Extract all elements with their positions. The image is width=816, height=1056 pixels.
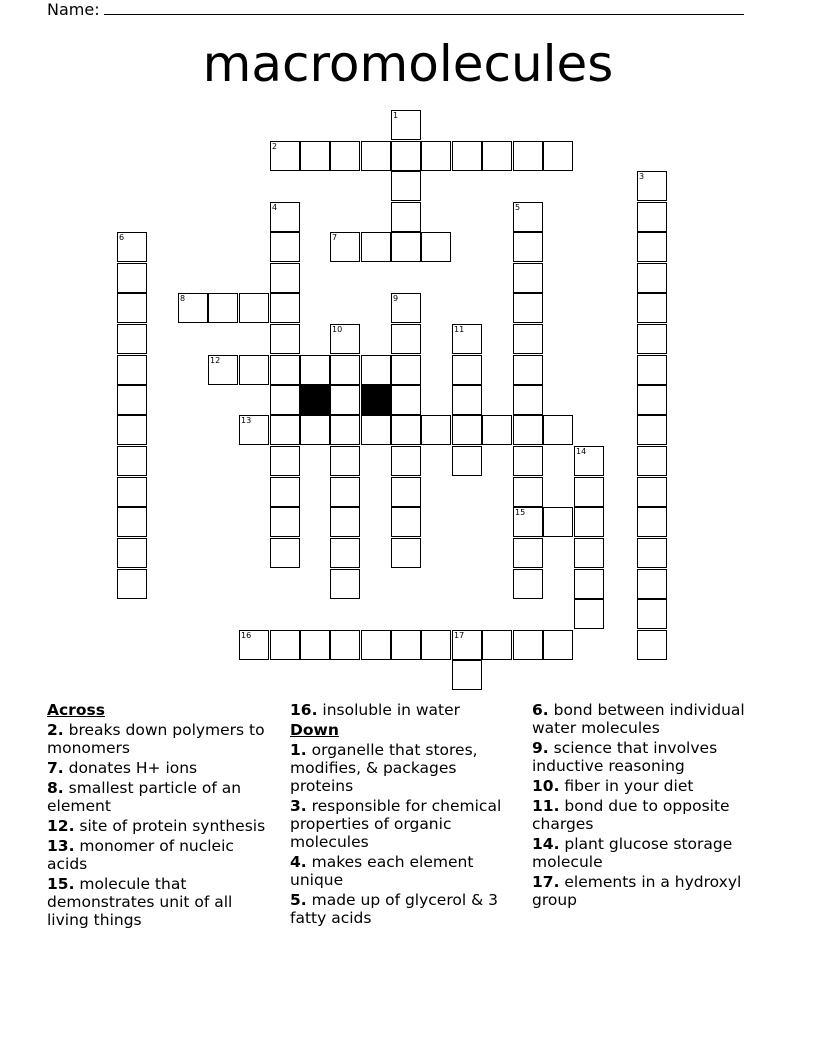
clue-number: 15 [515, 508, 526, 517]
grid-cell[interactable] [513, 630, 543, 660]
grid-cell[interactable] [117, 415, 147, 445]
grid-cell[interactable] [543, 141, 573, 171]
clue-number: 3 [639, 172, 645, 181]
grid-cell[interactable] [637, 477, 667, 507]
clue-item [532, 777, 762, 795]
down-clue-list-continued [532, 701, 762, 909]
grid-cell[interactable] [574, 599, 604, 629]
grid-cell[interactable] [637, 324, 667, 354]
grid-cell[interactable] [513, 324, 543, 354]
clue-item [47, 837, 267, 873]
grid-cell[interactable] [637, 538, 667, 568]
clue-item [290, 891, 510, 927]
grid-cell[interactable] [391, 630, 421, 660]
clue-item-number: 5. [290, 891, 307, 909]
grid-cell[interactable] [452, 630, 482, 660]
grid-cell[interactable] [421, 232, 451, 262]
grid-cell[interactable] [482, 630, 512, 660]
clue-item-text: bond between individual water molecules [532, 701, 745, 737]
grid-cell[interactable] [361, 630, 391, 660]
grid-cell[interactable] [270, 446, 300, 476]
clue-item-text: makes each element unique [290, 853, 474, 889]
grid-cell[interactable] [117, 446, 147, 476]
grid-cell[interactable] [270, 415, 300, 445]
clue-item [532, 739, 762, 775]
clue-item [532, 701, 762, 737]
clues-column-3 [532, 701, 762, 911]
clue-item-number: 4. [290, 853, 307, 871]
grid-cell[interactable] [452, 446, 482, 476]
grid-cell[interactable] [637, 263, 667, 293]
clue-item-text: monomer of nucleic acids [47, 837, 234, 873]
clue-number: 2 [272, 142, 278, 151]
grid-cell[interactable] [391, 171, 421, 201]
grid-cell[interactable] [300, 630, 330, 660]
grid-cell[interactable] [543, 415, 573, 445]
grid-cell[interactable] [513, 415, 543, 445]
name-field[interactable] [47, 0, 744, 20]
grid-cell[interactable] [330, 569, 360, 599]
grid-cell[interactable] [574, 446, 604, 476]
grid-cell[interactable] [391, 446, 421, 476]
grid-cell[interactable] [361, 355, 391, 385]
grid-cell[interactable] [330, 507, 360, 537]
clue-item [47, 759, 267, 777]
clue-item-number: 2. [47, 721, 64, 739]
grid-cell[interactable] [330, 477, 360, 507]
grid-cell[interactable] [513, 538, 543, 568]
name-label: Name: [47, 0, 100, 19]
grid-cell[interactable] [391, 385, 421, 415]
grid-cell[interactable] [330, 446, 360, 476]
grid-cell[interactable] [239, 630, 269, 660]
grid-cell[interactable] [270, 202, 300, 232]
grid-cell[interactable] [117, 507, 147, 537]
grid-cell[interactable] [513, 141, 543, 171]
grid-cell[interactable] [574, 507, 604, 537]
clue-number: 1 [393, 111, 399, 120]
grid-cell[interactable] [117, 293, 147, 323]
clue-number: 5 [515, 203, 521, 212]
clue-item-text: bond due to opposite charges [532, 797, 730, 833]
clue-item [47, 721, 267, 757]
grid-cell[interactable] [330, 538, 360, 568]
grid-cell[interactable] [208, 293, 238, 323]
grid-cell[interactable] [391, 477, 421, 507]
grid-cell[interactable] [270, 538, 300, 568]
grid-cell[interactable] [270, 324, 300, 354]
grid-cell[interactable] [421, 630, 451, 660]
grid-cell[interactable] [361, 415, 391, 445]
grid-cell[interactable] [391, 507, 421, 537]
grid-cell[interactable] [117, 569, 147, 599]
grid-cell[interactable] [391, 141, 421, 171]
clue-number: 14 [576, 447, 587, 456]
grid-cell[interactable] [391, 293, 421, 323]
grid-cell[interactable] [543, 630, 573, 660]
clue-item-number: 8. [47, 779, 64, 797]
grid-cell[interactable] [208, 355, 238, 385]
grid-cell[interactable] [452, 660, 482, 690]
clue-item-text: responsible for chemical properties of organic molecules [290, 797, 502, 851]
grid-cell[interactable] [482, 415, 512, 445]
clue-item [47, 817, 267, 835]
clue-item-number: 6. [532, 701, 549, 719]
grid-cell[interactable] [391, 538, 421, 568]
clue-item-text: insoluble in water [317, 701, 461, 719]
clue-item-number: 16. [290, 701, 318, 719]
clue-item-number: 13. [47, 837, 75, 855]
grid-cell[interactable] [482, 141, 512, 171]
grid-cell[interactable] [117, 538, 147, 568]
clue-item-text: elements in a hydroxyl group [532, 873, 742, 909]
grid-cell[interactable] [513, 202, 543, 232]
grid-cell[interactable] [330, 415, 360, 445]
clue-item-number: 9. [532, 739, 549, 757]
grid-cell[interactable] [330, 232, 360, 262]
clue-number: 6 [119, 233, 125, 242]
grid-cell[interactable] [452, 415, 482, 445]
grid-cell[interactable] [270, 355, 300, 385]
clue-number: 10 [332, 325, 343, 334]
clue-number: 9 [393, 294, 399, 303]
grid-cell[interactable] [270, 293, 300, 323]
grid-cell[interactable] [543, 507, 573, 537]
grid-cell[interactable] [391, 355, 421, 385]
grid-cell[interactable] [452, 324, 482, 354]
grid-cell[interactable] [513, 507, 543, 537]
black-cell [361, 385, 391, 415]
clue-number: 17 [454, 631, 465, 640]
grid-cell[interactable] [421, 415, 451, 445]
grid-cell[interactable] [513, 263, 543, 293]
grid-cell[interactable] [330, 385, 360, 415]
grid-cell[interactable] [513, 569, 543, 599]
clue-item-number: 14. [532, 835, 560, 853]
clue-item-text: site of protein synthesis [74, 817, 266, 835]
clue-item [290, 701, 510, 719]
clues-column-1 [47, 701, 267, 931]
grid-cell[interactable] [330, 141, 360, 171]
clue-item-number: 17. [532, 873, 560, 891]
grid-cell[interactable] [239, 355, 269, 385]
across-heading: Across [47, 701, 105, 719]
clue-number: 11 [454, 325, 465, 334]
grid-cell[interactable] [330, 324, 360, 354]
grid-cell[interactable] [637, 599, 667, 629]
grid-cell[interactable] [361, 232, 391, 262]
clue-item-text: plant glucose storage molecule [532, 835, 733, 871]
across-clue-list [47, 721, 267, 929]
grid-cell[interactable] [391, 232, 421, 262]
clue-item-number: 10. [532, 777, 560, 795]
grid-cell[interactable] [391, 110, 421, 140]
clue-item-number: 15. [47, 875, 75, 893]
clue-item [532, 873, 762, 909]
grid-cell[interactable] [117, 355, 147, 385]
clue-item-text: science that involves inductive reasoning [532, 739, 718, 775]
grid-cell[interactable] [513, 446, 543, 476]
grid-cell[interactable] [270, 141, 300, 171]
clue-item-text: fiber in your diet [559, 777, 694, 795]
clue-item-text: donates H+ ions [63, 759, 198, 777]
clue-number: 8 [180, 294, 186, 303]
grid-cell[interactable] [452, 385, 482, 415]
clue-item-text: breaks down polymers to monomers [47, 721, 265, 757]
grid-cell[interactable] [361, 141, 391, 171]
grid-cell[interactable] [637, 507, 667, 537]
grid-cell[interactable] [637, 355, 667, 385]
clue-item [47, 779, 267, 815]
grid-cell[interactable] [513, 293, 543, 323]
clue-number: 7 [332, 233, 338, 242]
grid-cell[interactable] [391, 415, 421, 445]
grid-cell[interactable] [239, 415, 269, 445]
grid-cell[interactable] [421, 141, 451, 171]
name-line-rule[interactable] [104, 0, 744, 15]
grid-cell[interactable] [391, 324, 421, 354]
grid-cell[interactable] [117, 477, 147, 507]
grid-cell[interactable] [330, 630, 360, 660]
grid-cell[interactable] [270, 507, 300, 537]
grid-cell[interactable] [178, 293, 208, 323]
grid-cell[interactable] [513, 385, 543, 415]
grid-cell[interactable] [270, 477, 300, 507]
across-clue-list-continued [290, 701, 510, 719]
grid-cell[interactable] [637, 293, 667, 323]
clue-number: 13 [241, 416, 252, 425]
down-heading: Down [290, 721, 339, 739]
clue-item [290, 797, 510, 851]
grid-cell[interactable] [391, 202, 421, 232]
grid-cell[interactable] [574, 477, 604, 507]
clue-item-text: molecule that demonstrates unit of all living things [47, 875, 233, 929]
grid-cell[interactable] [637, 446, 667, 476]
grid-cell[interactable] [637, 232, 667, 262]
clue-item [290, 741, 510, 795]
clue-item-text: organelle that stores, modifies, & packages proteins [290, 741, 478, 795]
grid-cell[interactable] [300, 141, 330, 171]
clue-item [47, 875, 267, 929]
grid-cell[interactable] [513, 477, 543, 507]
grid-cell[interactable] [117, 232, 147, 262]
clue-item-text: smallest particle of an element [47, 779, 242, 815]
clues-column-2 [290, 701, 510, 929]
grid-cell[interactable] [637, 630, 667, 660]
clue-number: 12 [210, 356, 221, 365]
grid-cell[interactable] [270, 232, 300, 262]
clue-item-number: 1. [290, 741, 307, 759]
clue-item-number: 7. [47, 759, 64, 777]
clue-item [532, 835, 762, 871]
clue-item-number: 3. [290, 797, 307, 815]
grid-cell[interactable] [239, 293, 269, 323]
clue-item-number: 12. [47, 817, 75, 835]
grid-cell[interactable] [637, 569, 667, 599]
black-cell [300, 385, 330, 415]
grid-cell[interactable] [637, 385, 667, 415]
grid-cell[interactable] [330, 355, 360, 385]
clue-number: 4 [272, 203, 278, 212]
grid-cell[interactable] [452, 141, 482, 171]
grid-cell[interactable] [117, 263, 147, 293]
grid-cell[interactable] [637, 415, 667, 445]
clue-item-text: made up of glycerol & 3 fatty acids [290, 891, 498, 927]
clue-item [290, 853, 510, 889]
grid-cell[interactable] [513, 355, 543, 385]
clue-number: 16 [241, 631, 252, 640]
grid-cell[interactable] [270, 630, 300, 660]
grid-cell[interactable] [513, 232, 543, 262]
grid-cell[interactable] [270, 263, 300, 293]
grid-cell[interactable] [574, 538, 604, 568]
grid-cell[interactable] [300, 415, 330, 445]
clue-item-number: 11. [532, 797, 560, 815]
grid-cell[interactable] [117, 324, 147, 354]
clue-item [532, 797, 762, 833]
grid-cell[interactable] [300, 355, 330, 385]
grid-cell[interactable] [574, 569, 604, 599]
grid-cell[interactable] [117, 385, 147, 415]
puzzle-title: macromolecules [202, 35, 614, 93]
down-clue-list [290, 741, 510, 927]
grid-cell[interactable] [637, 202, 667, 232]
grid-cell[interactable] [270, 385, 300, 415]
grid-cell[interactable] [637, 171, 667, 201]
grid-cell[interactable] [452, 355, 482, 385]
